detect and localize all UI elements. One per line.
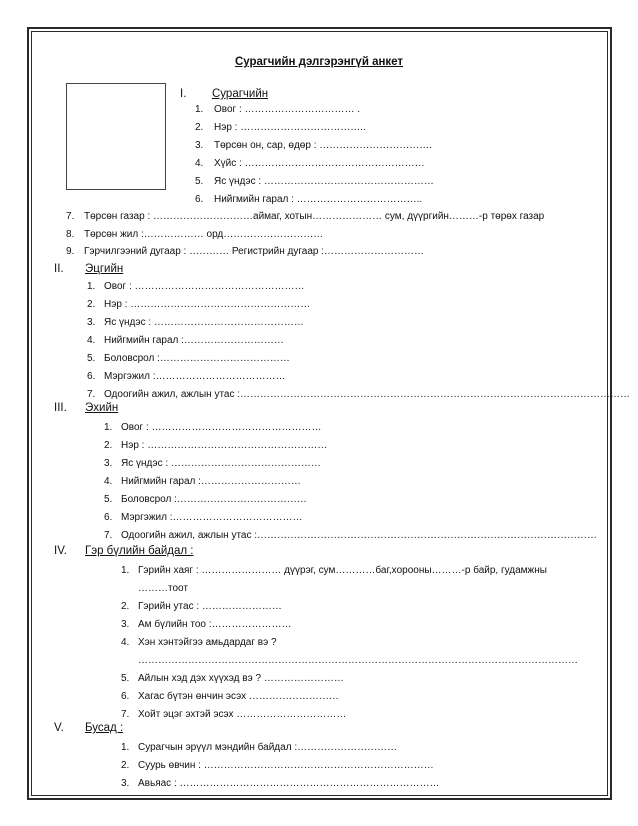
field-number: 3.	[195, 140, 204, 151]
field-row	[87, 352, 290, 366]
field-text[interactable]: Нэр : ………………………………………………	[121, 440, 328, 451]
field-text[interactable]: Сурагчын эрүүл мэндийн байдал :…………………………	[138, 742, 398, 753]
field-row	[104, 457, 321, 471]
section-2-heading: Эцгийн	[85, 263, 124, 275]
field-text[interactable]: Суурь өвчин : ……………………………………………………………	[138, 760, 434, 771]
section-5-heading: Бусад :	[85, 722, 124, 734]
field-row	[87, 280, 305, 294]
field-row	[121, 672, 344, 686]
field-row	[104, 511, 303, 525]
field-text[interactable]: Нэр : ………………………………………………	[104, 299, 311, 310]
field-row	[121, 636, 277, 650]
field-text[interactable]: Авьяас : ……………………………………………………………………	[138, 778, 440, 789]
field-row	[104, 529, 598, 543]
field-number: 1.	[121, 742, 130, 753]
field-row	[66, 210, 545, 224]
field-text[interactable]: Гэрийн утас : ……………………	[138, 601, 282, 612]
field-number: 5.	[121, 673, 130, 684]
field-row	[195, 175, 434, 189]
field-number: 6.	[121, 691, 130, 702]
field-text[interactable]: Мэргэжил :…………………………………	[121, 512, 303, 523]
field-number: 5.	[104, 494, 113, 505]
photo-placeholder	[66, 83, 166, 190]
field-row	[195, 157, 425, 171]
field-text[interactable]: Гэрийн хаяг : …………………… дүүрэг, сум…………баг,хорооны………-р байр, гудамжны	[138, 565, 547, 576]
field-text[interactable]: Хүйс : ………………………………………………	[214, 158, 425, 169]
field-row	[121, 564, 547, 578]
field-row	[121, 777, 440, 791]
field-text[interactable]: Боловсрол :…………………………………	[121, 494, 307, 505]
field-number: 1.	[87, 281, 96, 292]
field-text[interactable]: Овог : ……………………………………………	[104, 281, 305, 292]
field-number: 1.	[121, 565, 130, 576]
field-number: 6.	[104, 512, 113, 523]
field-text[interactable]: Нийгмийн гарал : ………………………………..	[214, 194, 423, 205]
field-text[interactable]: Төрсөн он, сар, өдөр : …………………………….	[214, 140, 433, 151]
field-number: 7.	[121, 709, 130, 720]
field-row	[121, 759, 434, 773]
field-row	[195, 193, 423, 207]
field-text[interactable]: Хойт эцэг эхтэй эсэх ……………………………	[138, 709, 347, 720]
field-number: 3.	[121, 619, 130, 630]
field-number: 3.	[87, 317, 96, 328]
field-number: 4.	[87, 335, 96, 346]
field-row	[104, 475, 301, 489]
field-text[interactable]: Мэргэжил :…………………………………	[104, 371, 286, 382]
section-5-roman: V.	[54, 722, 64, 734]
section-4-heading: Гэр бүлийн байдал :	[85, 545, 194, 557]
field-row	[87, 316, 304, 330]
field-text[interactable]: Яс үндэс : ………………………………………	[104, 317, 304, 328]
field-number: 2.	[104, 440, 113, 451]
field-number: 1.	[195, 104, 204, 115]
section-3-roman: III.	[54, 402, 67, 414]
field-number: 8.	[66, 229, 75, 240]
field-text[interactable]: Айлын хэд дэх хүүхэд вэ ? ……………………	[138, 673, 344, 684]
field-text[interactable]: Одоогийн ажил, ажлын утас :…………………………………………………………………………………………	[121, 530, 598, 541]
field-number: 2.	[87, 299, 96, 310]
field-row	[121, 600, 282, 614]
section-4-roman: IV.	[54, 545, 68, 557]
field-text[interactable]: ………тоот	[138, 583, 188, 594]
field-row	[121, 690, 339, 704]
field-number: 7.	[66, 211, 75, 222]
field-row	[66, 245, 425, 259]
field-number: 4.	[104, 476, 113, 487]
field-text[interactable]: Овог : …………………………… .	[214, 104, 361, 115]
field-row	[66, 228, 324, 242]
field-row	[104, 421, 322, 435]
field-number: 3.	[121, 778, 130, 789]
field-number: 6.	[87, 371, 96, 382]
field-text[interactable]: Ам бүлийн тоо :……………………	[138, 619, 292, 630]
form-title: Сурагчийн дэлгэрэнгүй анкет	[234, 56, 404, 68]
field-number: 4.	[195, 158, 204, 169]
field-text[interactable]: Хэн хэнтэйгээ амьдардаг вэ ?	[138, 637, 277, 648]
field-number: 1.	[104, 422, 113, 433]
field-row	[121, 741, 398, 755]
field-row	[195, 121, 366, 135]
field-number: 7.	[104, 530, 113, 541]
field-number: 5.	[195, 176, 204, 187]
field-text[interactable]: ……………………………………………………………………………………………………………………	[138, 655, 578, 666]
field-row	[104, 493, 307, 507]
field-number: 6.	[195, 194, 204, 205]
field-text[interactable]: Төрсөн газар : …………………………аймаг, хотын………………… сум, дүүргийн………-р төрөх газар	[84, 211, 545, 222]
field-text[interactable]: Хагас бүтэн өнчин эсэх ………………………	[138, 691, 339, 702]
field-row	[104, 439, 328, 453]
field-text[interactable]: Яс үндэс : ……………………………………………	[214, 176, 434, 187]
field-text[interactable]: Нийгмийн гарал :…………………………	[121, 476, 301, 487]
field-number: 2.	[121, 601, 130, 612]
section-1-roman: I.	[180, 88, 187, 100]
field-row	[195, 139, 433, 153]
section-2-roman: II.	[54, 263, 64, 275]
field-text[interactable]: Нийгмийн гарал :…………………………	[104, 335, 284, 346]
field-row	[121, 618, 292, 632]
field-row	[87, 370, 286, 384]
field-text[interactable]: Нэр : ………………………………..	[214, 122, 366, 133]
field-text[interactable]: Одоогийн ажил, ажлын утас :………………………………………………………………………………………………………	[104, 389, 631, 400]
field-number: 4.	[121, 637, 130, 648]
field-row	[87, 334, 284, 348]
field-number: 3.	[104, 458, 113, 469]
field-number: 7.	[87, 389, 96, 400]
field-number: 2.	[121, 760, 130, 771]
field-text[interactable]: Яс үндэс : ………………………………………	[121, 458, 321, 469]
field-text[interactable]: Овог : ……………………………………………	[121, 422, 322, 433]
field-number: 2.	[195, 122, 204, 133]
field-text[interactable]: Төрсөн жил :……………… орд…………………………	[84, 229, 324, 240]
section-1-heading: Сурагчийн	[212, 88, 269, 100]
field-text[interactable]: Боловсрол :…………………………………	[104, 353, 290, 364]
section-3-heading: Эхийн	[85, 402, 119, 414]
field-text[interactable]: Гэрчилгээний дугаар : ………… Регистрийн дугаар :…………………………	[84, 246, 425, 257]
field-number: 9.	[66, 246, 75, 257]
field-row	[195, 103, 361, 117]
field-row	[87, 298, 311, 312]
field-number: 5.	[87, 353, 96, 364]
